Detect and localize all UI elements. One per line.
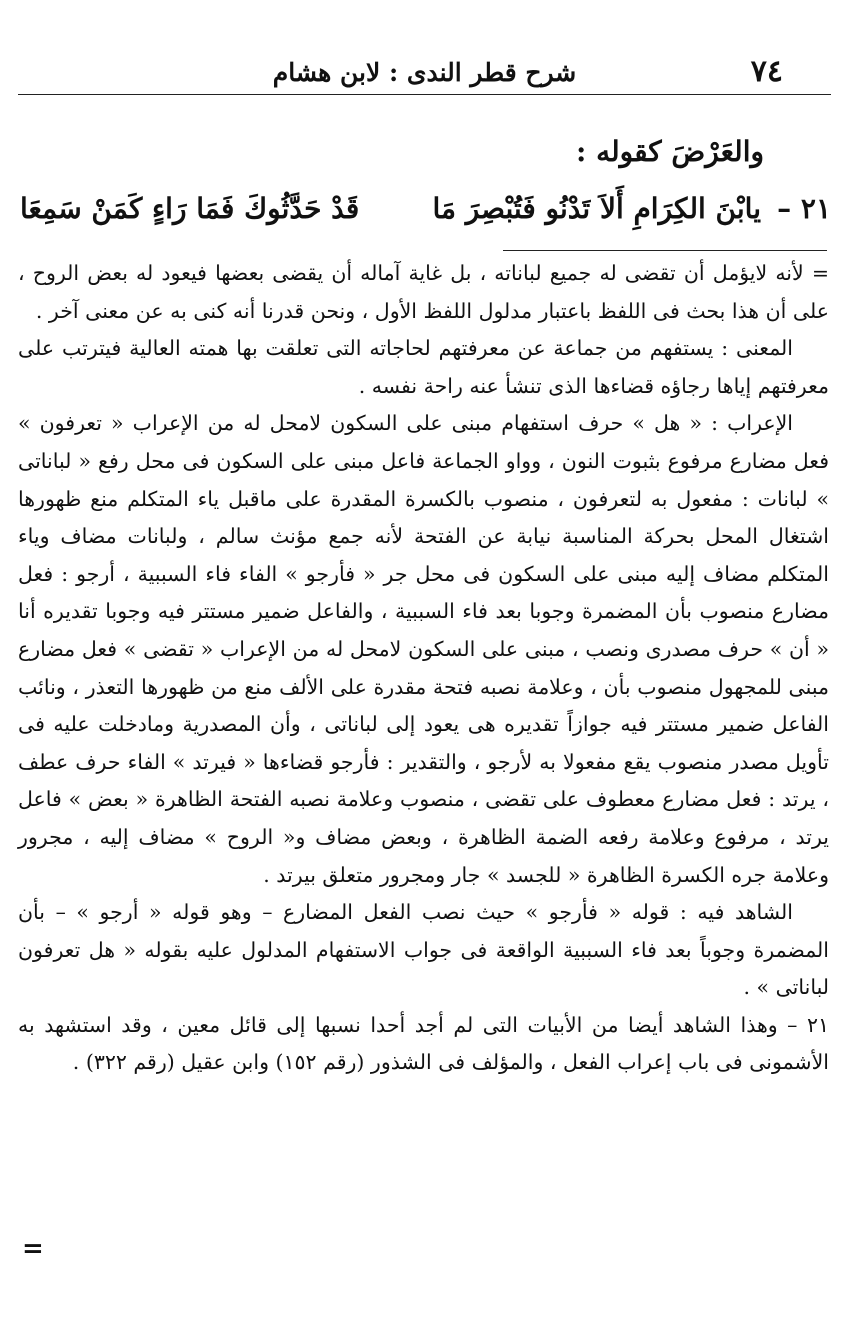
- source-note-paragraph: ٢١ – وهذا الشاهد أيضا من الأبيات التى لم أجد أحدا نسبها إلى قائل معين ، وقد استشهد به الأشمونى فى باب إعراب الفعل ، والمؤلف فى الشذور (رقم ١٥٢) وابن عقيل (رقم ٣٢٢) .: [18, 1012, 829, 1075]
- footnote-separator: [503, 250, 827, 251]
- verse-intro: والعَرْضَ كقوله :: [576, 135, 764, 168]
- page-number: ٧٤: [750, 54, 783, 89]
- verse-first-hemistich: يابْنَ الكِرَامِ أَلاَ تَدْنُو فَتُبْصِرَ مَا: [432, 192, 761, 225]
- book-title: شرح قطر الندى : لابن هشام: [272, 58, 577, 87]
- meaning-paragraph: المعنى : يستفهم من جماعة عن معرفتهم لحاجاته التى تعلقت بها همته العالية فيترتب على معرفتهم إياها رجاؤه قضاءها الذى تنشأ عنه راحة نفسه .: [18, 336, 829, 398]
- verse-number: ٢١ –: [777, 192, 831, 225]
- verse-line: [20, 188, 831, 244]
- running-header: [18, 50, 831, 95]
- continuation-paragraph: = لأنه لايؤمل أن تقضى له جميع لباناته ، بل غاية آماله أن يقضى بعضها فيعود له بعض الروح ، على أن هذا بحث فى اللفظ باعتبار مدلول اللفظ الأول ، ونحن قدرنا أنه كنى به عن معنى آخر .: [18, 261, 829, 323]
- footnote-commentary: [18, 255, 829, 1082]
- evidence-paragraph: الشاهد فيه : قوله « فأرجو » حيث نصب الفعل المضارع – وهو قوله « أرجو » – بأن المضمرة وجوباً بعد فاء السببية الواقعة فى جواب الاستفهام المدلول عليه بقوله « هل تعرفون لباناتى » .: [18, 900, 829, 1000]
- footnote-continuation-mark: =: [22, 1234, 44, 1264]
- parsing-paragraph: الإعراب : « هل » حرف استفهام مبنى على السكون لامحل له من الإعراب « تعرفون » فعل مضارع مرفوع بثبوت النون ، وواو الجماعة فاعل مبنى على السكون فى محل رفع « لباناتى » لبانات : مفعول به لتعرفون ، منصوب بالكسرة المقدرة على ماقبل ياء المتكلم منع ظهورها اشتغال المحل بحركة المناسبة نيابة عن الفتحة لأنه جمع مؤنث سالم ، ولبانات مضاف وياء المتكلم مضاف إليه مبنى على السكون فى محل جر « فأرجو » الفاء فاء السببية ، أرجو : فعل مضارع منصوب بأن المضمرة وجوبا بعد فاء السببية ، والفاعل ضمير مستتر فيه وجوبا تقديره أنا « أن » حرف مصدرى ونصب ، مبنى على السكون لامحل له من الإعراب « تقضى » فعل مضارع مبنى للمجهول منصوب بأن ، وعلامة نصبه فتحة مقدرة على الألف منع من ظهورها التعذر ، ونائب الفاعل ضمير مستتر فيه جوازاً تقديره هى يعود إلى لباناتى ، وأن المصدرية ومادخلت عليه فى تأويل مصدر منصوب يقع مفعولا به لأرجو ، والتقدير : فأرجو قضاءها « فيرتد » الفاء حرف عطف ، يرتد : فعل مضارع معطوف على تقضى ، منصوب وعلامة نصبه الفتحة الظاهرة « بعض » فاعل يرتد ، مرفوع وعلامة رفعه الضمة الظاهرة ، وبعض مضاف و« الروح » مضاف إليه ، مجرور وعلامة جره الكسرة الظاهرة « للجسد » جار ومجرور متعلق بيرتد .: [18, 411, 829, 887]
- verse-second-hemistich: قَدْ حَدَّثُوكَ فَمَا رَاءٍ كَمَنْ سَمِعَا: [20, 192, 360, 225]
